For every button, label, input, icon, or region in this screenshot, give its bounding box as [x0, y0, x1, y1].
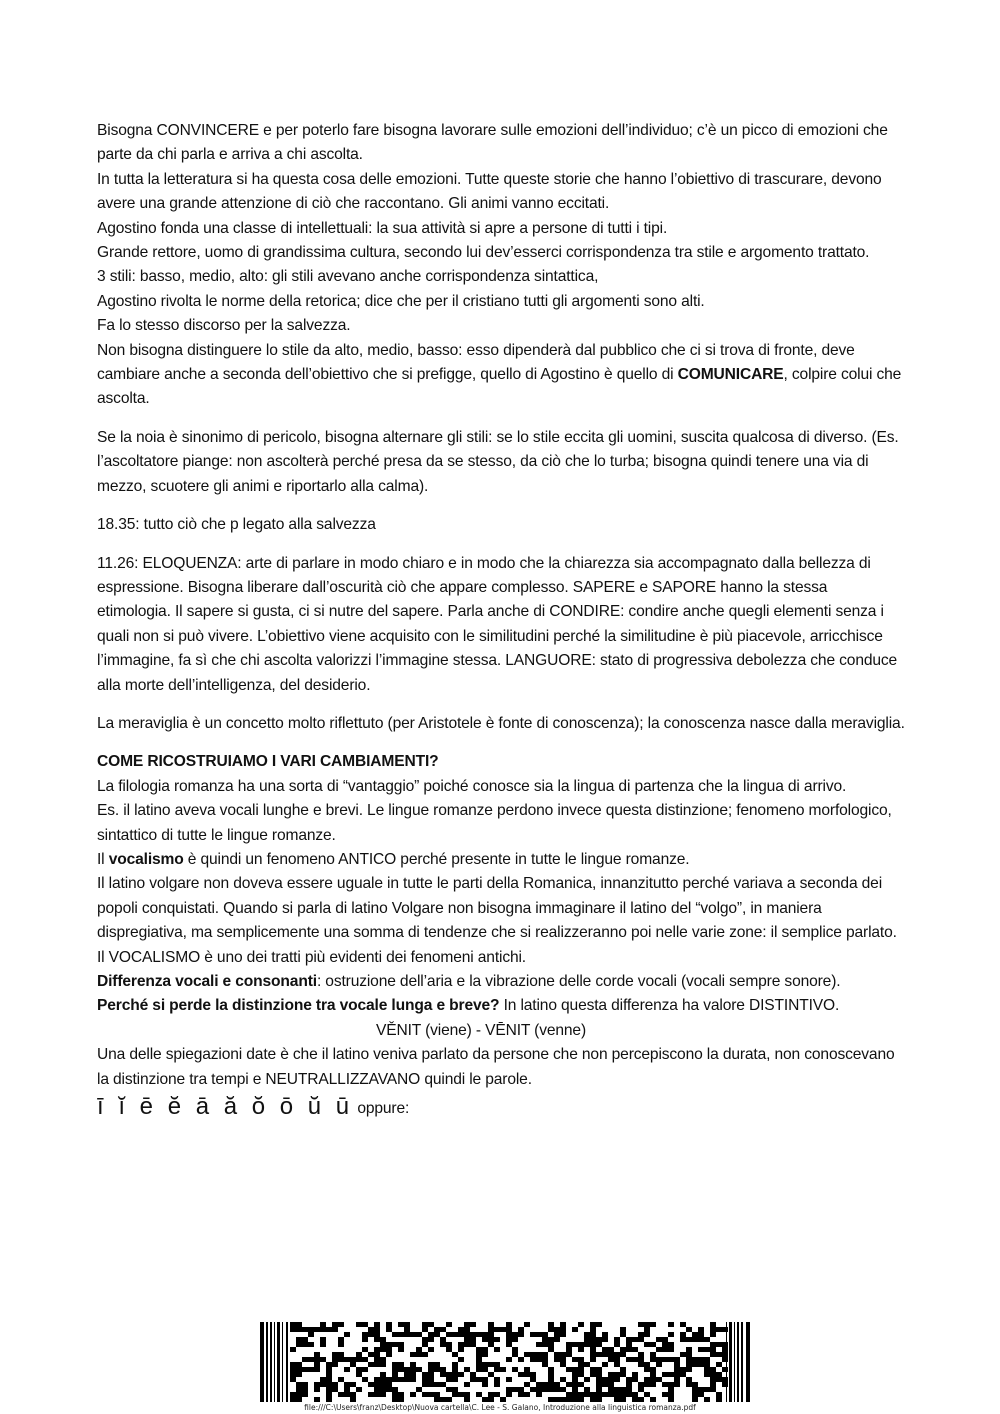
- paragraph: Agostino rivolta le norme della retorica; dice che per il cristiano tutti gli argomenti sono alti.: [97, 292, 705, 310]
- footer-file-path: file:///C:\Users\franz\Desktop\Nuova cartella\C. Lee - S. Galano, Introduzione alla linguistica romanza.pdf: [304, 1403, 696, 1412]
- bold-term: vocalismo: [108, 850, 184, 868]
- paragraph-text: Il: [97, 850, 109, 868]
- paragraph-text: : ostruzione dell’aria e la vibrazione delle corde vocali (vocali sempre sonore).: [316, 973, 841, 990]
- paragraph: Es. il latino aveva vocali lunghe e brevi. Le lingue romanze perdono invece questa distinzione; fenomeno morfologico, sintattico di tutte le lingue romanze.: [97, 802, 892, 844]
- section-heading-text: COME RICOSTRUIAMO I VARI CAMBIAMENTI?: [97, 753, 439, 771]
- paragraph: Il VOCALISMO è uno dei tratti più evidenti dei fenomeni antichi.: [97, 948, 526, 966]
- paragraph: [97, 339, 905, 412]
- paragraph: [97, 970, 905, 994]
- paragraph-text: Non bisogna distinguere lo stile da alto, medio, basso: esso dipenderà dal pubblico che ci si trova di fronte, deve cambiare anche a seconda dell’obiettivo che si prefigge, quello di Agostino è quello di: [97, 341, 855, 384]
- paragraph-text: , colpire colui che ascolta.: [97, 366, 902, 408]
- vowels-line: [97, 1092, 905, 1124]
- example-line: VĚNIT (viene) - VĒNIT (venne): [376, 1021, 586, 1039]
- paragraph: Agostino fonda una classe di intellettuali: la sua attività si apre a persone di tutti i tipi.: [97, 219, 668, 237]
- barcode-image: [260, 1322, 750, 1402]
- paragraph: Fa lo stesso discorso per la salvezza.: [97, 317, 351, 335]
- vowels-tail: oppure:: [353, 1100, 410, 1118]
- paragraph: [97, 994, 905, 1018]
- paragraph-text: è quindi un fenomeno ANTICO perché presente in tutte le lingue romanze.: [183, 850, 690, 868]
- page-footer: [0, 1322, 1000, 1414]
- paragraph: 11.26: ELOQUENZA: arte di parlare in modo chiaro e in modo che la chiarezza sia accompagnato dalla bellezza di espressione. Bisogna liberare dall’oscurità ciò che appare complesso. SAPERE e SAPORE hanno la stessa etimologia. Il sapere si gusta, ci si nutre del sapere. Parla anche di CONDIRE: condire anche quegli elementi senza i quali non si può vivere. L’obiettivo viene acquisito con le similitudini perché la similitudine è più piacevole, arricchisce l’immagine, fa sì che chi ascolta valorizzi l’immagine stessa. LANGUORE: stato di progressiva debolezza che conduce alla morte dell’intelligenza, del desiderio.: [97, 554, 898, 694]
- paragraph: [97, 848, 905, 872]
- paragraph: 3 stili: basso, medio, alto: gli stili avevano anche corrispondenza sintattica,: [97, 268, 599, 286]
- paragraph: Se la noia è sinonimo di pericolo, bisogna alternare gli stili: se lo stile eccita gli uomini, suscita qualcosa di diverso. (Es. l’ascoltatore piange: non ascolterà perché presa da se stesso, da ciò che lo turba; bisogna quindi tenere una via di mezzo, scuotere gli animi e riportarlo alla calma).: [97, 428, 899, 495]
- paragraph: La meraviglia è un concetto molto riflettuto (per Aristotele è fonte di conoscenza); la conoscenza nasce dalla meraviglia.: [97, 714, 905, 732]
- paragraph: La filologia romanza ha una sorta di “vantaggio” poiché conosce sia la lingua di partenza che la lingua di arrivo.: [97, 777, 847, 795]
- paragraph-text: In latino questa differenza ha valore DISTINTIVO.: [499, 997, 840, 1015]
- bold-term: Differenza vocali e consonanti: [97, 973, 317, 990]
- paragraph: Grande rettore, uomo di grandissima cultura, secondo lui dev’esserci corrispondenza tra stile e argomento trattato.: [97, 244, 870, 262]
- paragraph: Una delle spiegazioni date è che il latino veniva parlato da persone che non percepiscono la durata, non conoscevano la distinzione tra tempi e NEUTRALLIZZAVANO quindi le parole.: [97, 1046, 895, 1088]
- vowels-list: ī ĭ ē ĕ ā ă ŏ ō ŭ ū: [97, 1093, 354, 1121]
- paragraph: Il latino volgare non doveva essere uguale in tutte le parti della Romanica, innanzitutto perché variava a seconda dei popoli conquistati. Quando si parla di latino Volgare non bisogna immaginare il latino del “volgo”, in maniera dispregiativa, ma semplicemente una somma di tendenze che si realizzeranno poi nelle varie zone: il semplice parlato.: [97, 875, 897, 942]
- bold-term: COMUNICARE: [677, 366, 784, 384]
- bold-term: Perché si perde la distinzione tra vocale lunga e breve?: [97, 997, 500, 1015]
- paragraph: Bisogna CONVINCERE e per poterlo fare bisogna lavorare sulle emozioni dell’individuo; c’è un picco di emozioni che parte da chi parla e arriva a chi ascolta.: [97, 122, 888, 164]
- paragraph: 18.35: tutto ciò che p legato alla salvezza: [97, 516, 376, 534]
- document-body: [97, 119, 905, 1124]
- paragraph: In tutta la letteratura si ha questa cosa delle emozioni. Tutte queste storie che hanno l’obiettivo di trascurare, devono avere una grande attenzione di ciò che raccontano. Gli animi vanno eccitati.: [97, 170, 882, 213]
- section-heading: [97, 750, 905, 774]
